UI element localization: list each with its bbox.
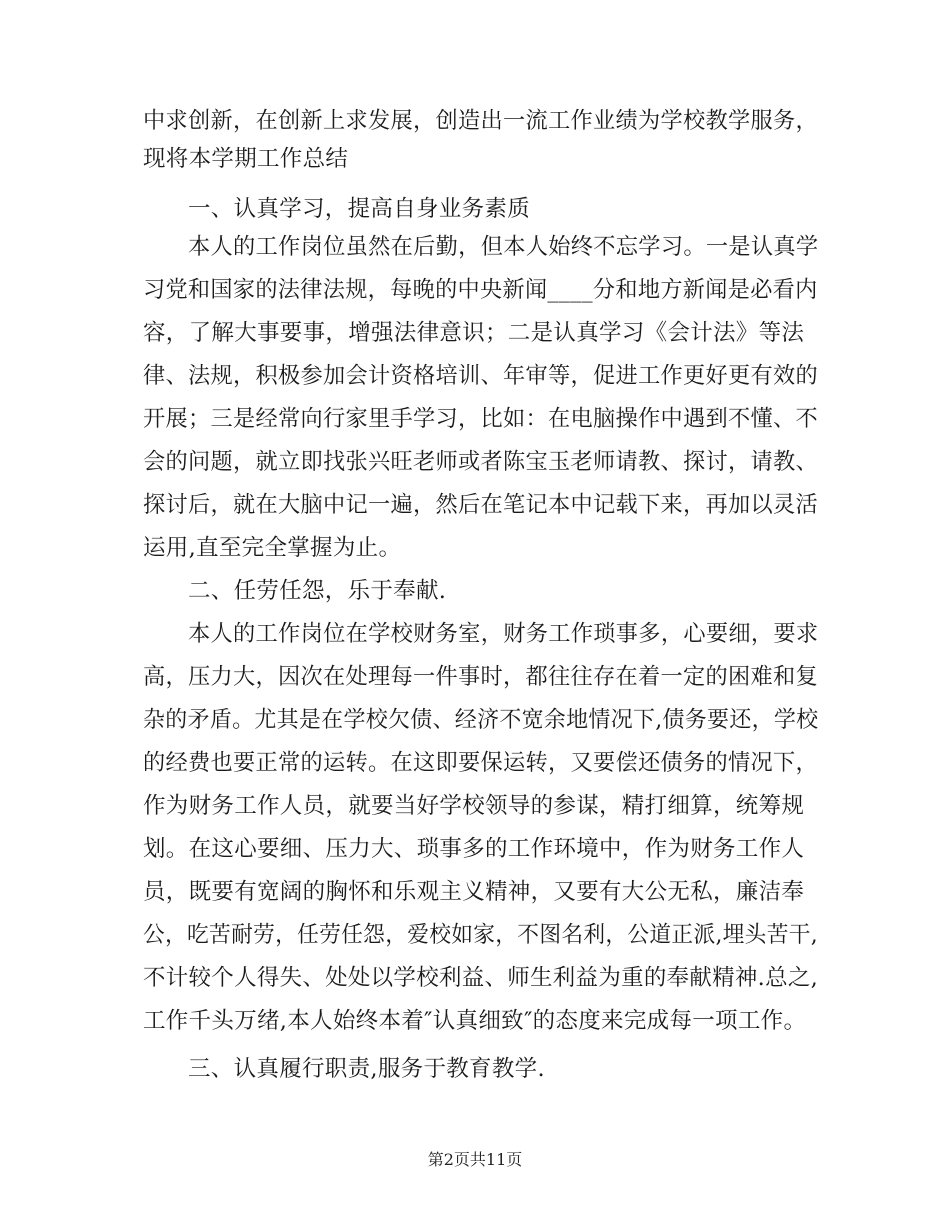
section-heading: 一、认真学习，提高自身业务素质 (188, 196, 531, 222)
text-line: 公，吃苦耐劳，任劳任怨，爱校如家，不图名利，公道正派,埋头苦干, (143, 922, 818, 948)
text-line: 的经费也要正常的运转。在这即要保运转，又要偿还债务的情况下， (143, 750, 818, 776)
text-line: 习党和国家的法律法规，每晚的中央新闻____分和地方新闻是必看内 (143, 277, 818, 303)
section-heading: 三、认真履行职责,服务于教育教学. (188, 1056, 545, 1082)
text-line: 不计较个人得失、处处以学校利益、师生利益为重的奉献精神.总之, (143, 965, 819, 991)
text-line: 运用,直至完全掌握为止。 (143, 535, 402, 561)
text-line: 律、法规，积极参加会计资格培训、年审等，促进工作更好更有效的 (143, 363, 818, 389)
page-number: 第2页共11页 (427, 1150, 523, 1169)
text-line: 探讨后，就在大脑中记一遍，然后在笔记本中记载下来，再加以灵活 (143, 492, 818, 518)
text-line: 现将本学期工作总结 (143, 146, 349, 172)
text-line: 工作千头万绪,本人始终本着″认真细致″的态度来完成每一项工作。 (143, 1008, 807, 1034)
text-line: 中求创新，在创新上求发展，创造出一流工作业绩为学校教学服务， (143, 108, 818, 134)
text-line: 高，压力大，因次在处理每一件事时，都往往存在着一定的困难和复 (143, 664, 818, 690)
text-line: 杂的矛盾。尤其是在学校欠债、经济不宽余地情况下,债务要还，学校 (143, 707, 819, 733)
text-line: 容，了解大事要事，增强法律意识；二是认真学习《会计法》等法 (143, 320, 805, 346)
text-line: 划。在这心要细、压力大、琐事多的工作环境中，作为财务工作人 (143, 836, 805, 862)
text-line: 会的问题，就立即找张兴旺老师或者陈宝玉老师请教、探讨，请教、 (143, 449, 818, 475)
text-line: 本人的工作岗位虽然在后勤，但本人始终不忘学习。一是认真学 (188, 234, 819, 260)
text-line: 作为财务工作人员，就要当好学校领导的参谋，精打细算，统筹规 (143, 793, 805, 819)
section-heading: 二、任劳任怨，乐于奉献. (188, 578, 447, 604)
text-line: 员，既要有宽阔的胸怀和乐观主义精神，又要有大公无私，廉洁奉 (143, 879, 805, 905)
text-line: 开展；三是经常向行家里手学习，比如：在电脑操作中遇到不懂、不 (143, 406, 818, 432)
text-line: 本人的工作岗位在学校财务室，财务工作琐事多，心要细，要求 (188, 621, 819, 647)
